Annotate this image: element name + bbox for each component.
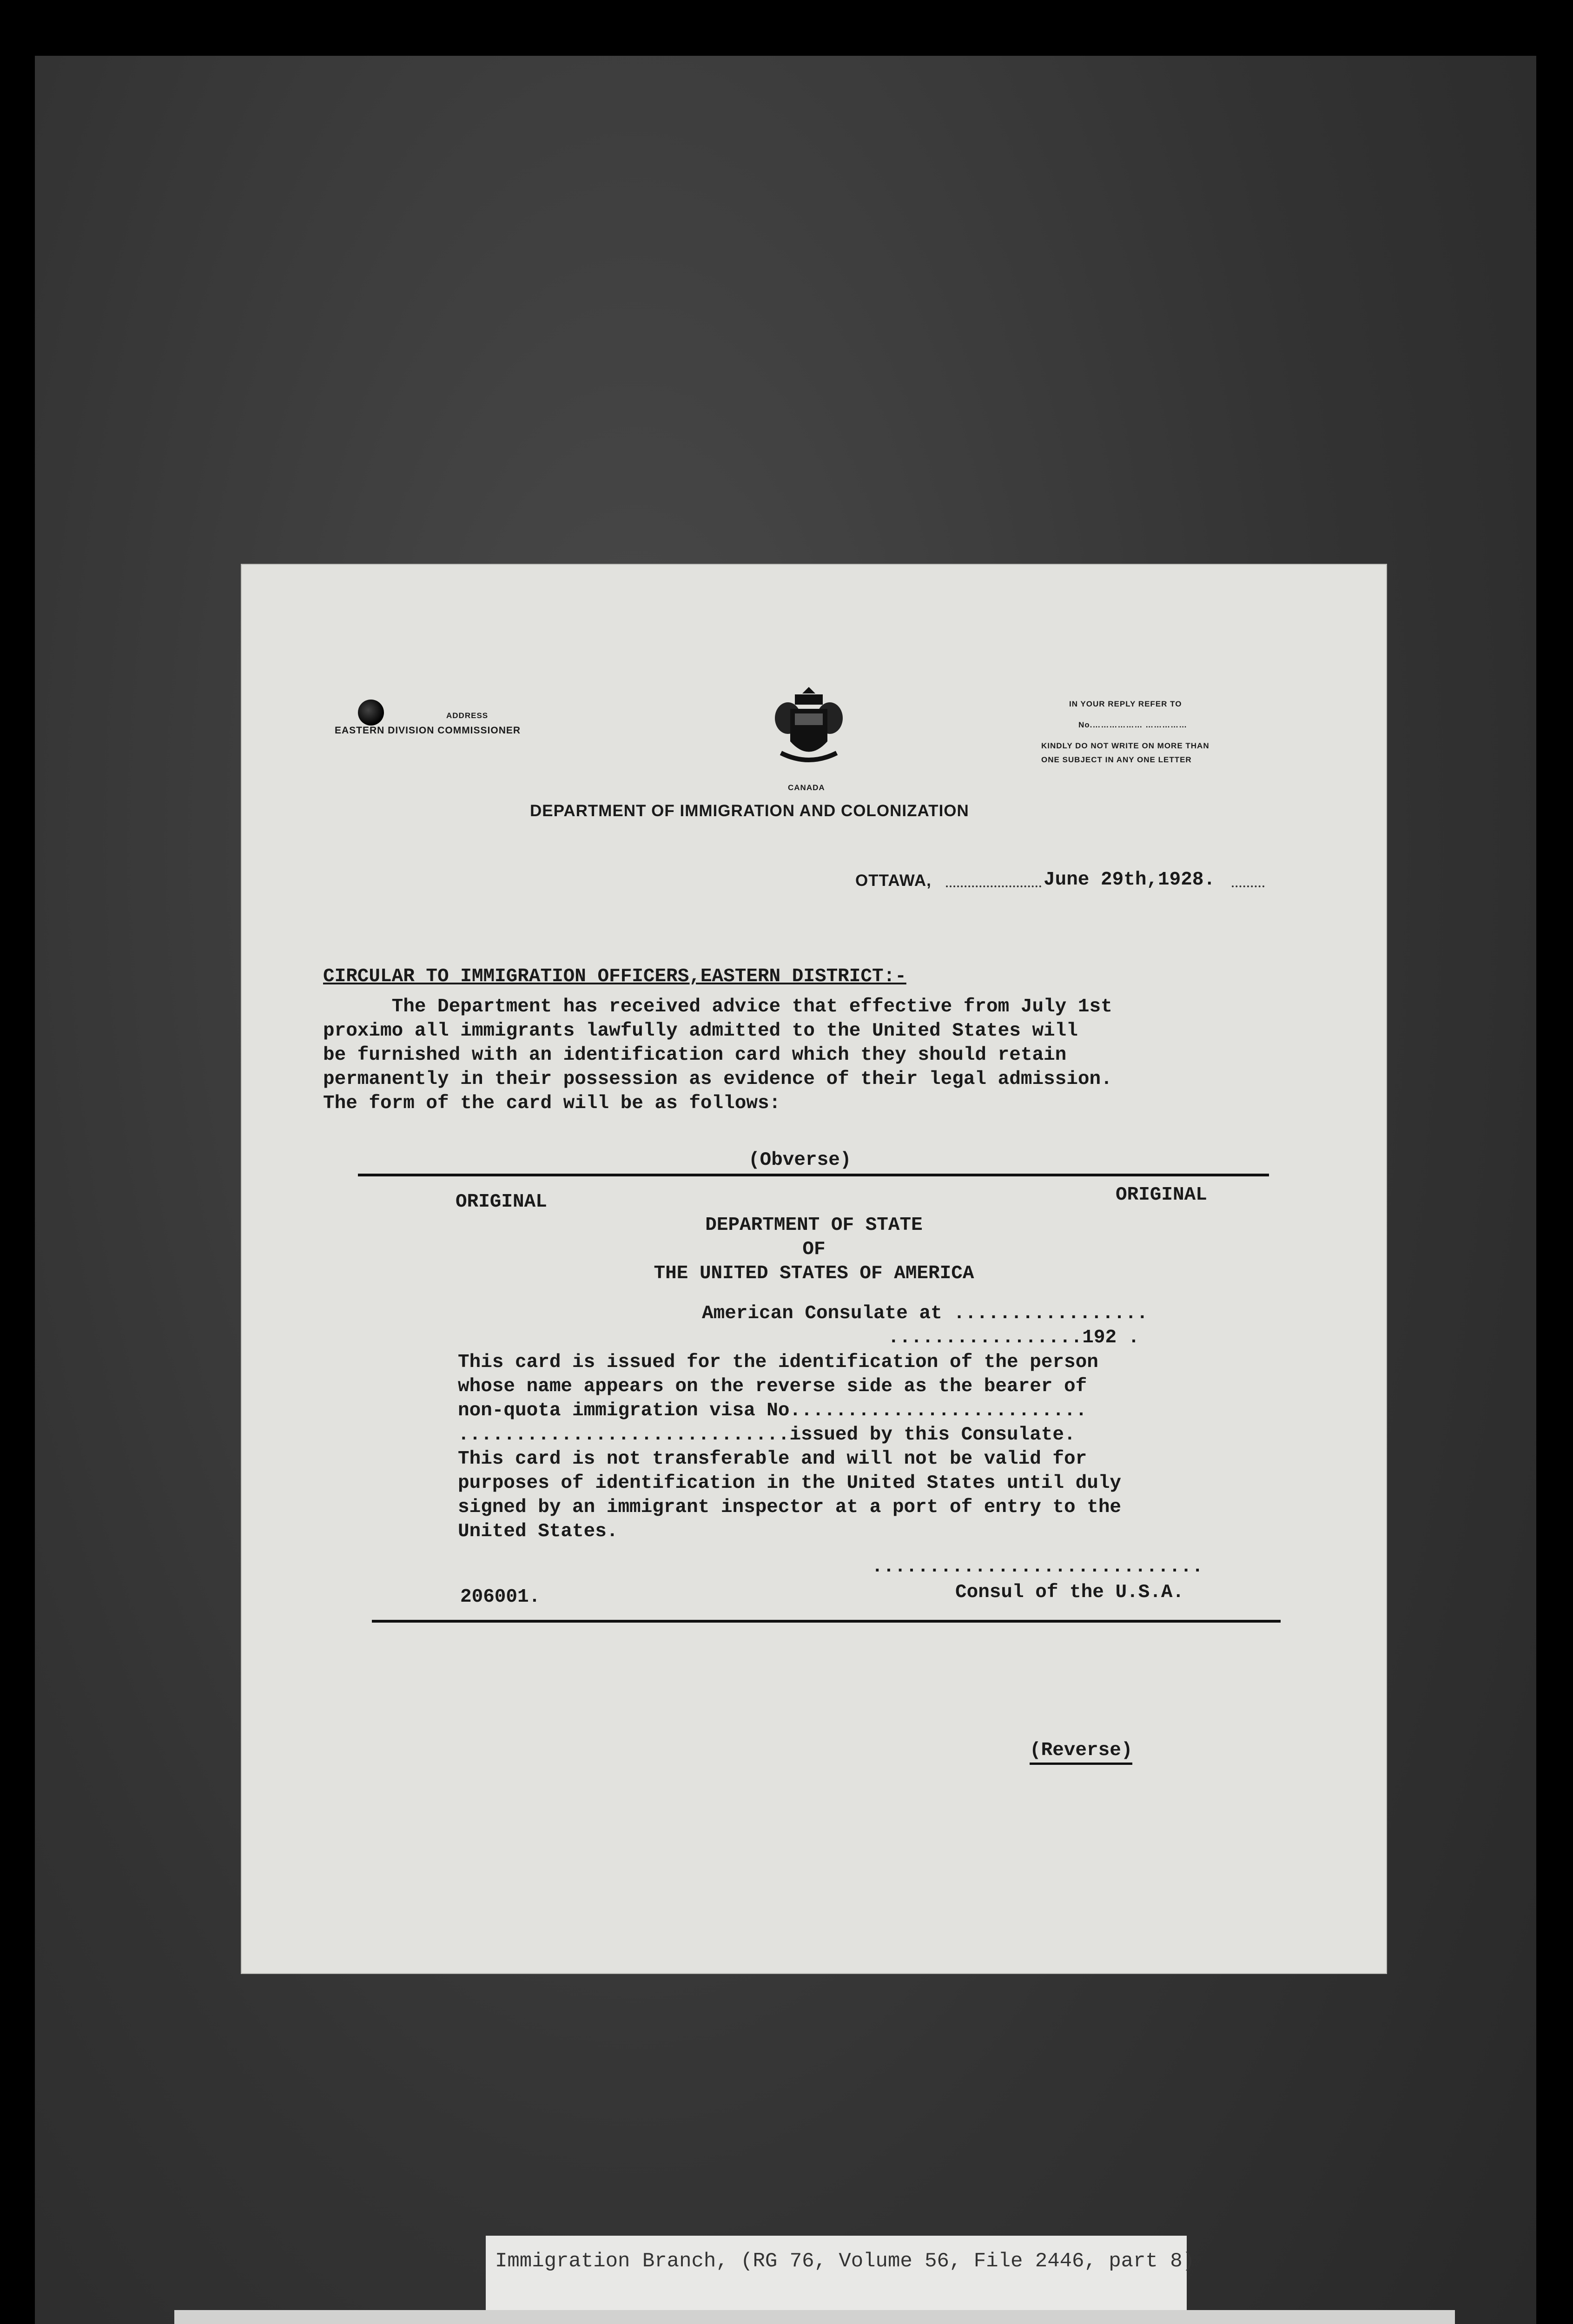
card-text-line: non-quota immigration visa No..........................	[458, 1400, 1087, 1421]
reply-refer: IN YOUR REPLY REFER TO	[1069, 700, 1182, 708]
circular-line: The form of the card will be as follows:	[323, 1093, 781, 1114]
signature-line: .............................	[872, 1556, 1203, 1578]
card-text-line: whose name appears on the reverse side as the bearer of	[458, 1376, 1087, 1397]
archive-reference: Immigration Branch, (RG 76, Volume 56, File 2446, part 8)	[495, 2250, 1195, 2273]
card-text-line: This card is issued for the identification of the person	[458, 1352, 1098, 1373]
consulate-line: American Consulate at .................	[702, 1303, 1148, 1324]
original-right: ORIGINAL	[1116, 1184, 1207, 1206]
punch-hole	[358, 700, 384, 726]
card-date-line: .................192 .	[888, 1327, 1140, 1348]
original-left: ORIGINAL	[456, 1191, 547, 1213]
address-value: EASTERN DIVISION COMMISSIONER	[335, 725, 521, 736]
circular-title: CIRCULAR TO IMMIGRATION OFFICERS,EASTERN DISTRICT:-	[323, 966, 906, 987]
crest-caption: CANADA	[788, 783, 825, 792]
reverse-label: (Reverse)	[1030, 1738, 1132, 1765]
reply-note: ONE SUBJECT IN ANY ONE LETTER	[1041, 755, 1192, 764]
form-number: 206001.	[460, 1586, 541, 1608]
archive-reference-strip	[486, 2236, 1195, 2315]
address-label: ADDRESS	[446, 711, 489, 720]
crest-icon	[762, 683, 855, 781]
date-leader	[946, 885, 1041, 887]
reply-number: No.……………… ……………	[1078, 720, 1188, 729]
card-text-line: signed by an immigrant inspector at a port of entry to the	[458, 1497, 1122, 1518]
card-top-rule	[358, 1174, 1269, 1176]
card-text-line: United States.	[458, 1521, 618, 1542]
card-heading: THE UNITED STATES OF AMERICA	[654, 1263, 974, 1284]
card-heading: DEPARTMENT OF STATE	[705, 1215, 923, 1236]
circular-line: The Department has received advice that effective from July 1st	[323, 996, 1112, 1017]
card-text-line: .............................issued by this Consulate.	[458, 1424, 1076, 1446]
circular-line: proximo all immigrants lawfully admitted to the United States will	[323, 1020, 1078, 1042]
card-text-line: purposes of identification in the United States until duly	[458, 1472, 1122, 1494]
archive-label	[174, 2310, 1455, 2324]
document-page	[242, 565, 1386, 1973]
reply-note: KINDLY DO NOT WRITE ON MORE THAN	[1041, 741, 1209, 750]
circular-line: permanently in their possession as evidence of their legal admission.	[323, 1069, 1112, 1090]
letter-date: June 29th,1928.	[1044, 869, 1216, 891]
place: OTTAWA,	[855, 872, 932, 890]
card-bottom-rule	[372, 1620, 1281, 1623]
card-heading: OF	[802, 1239, 826, 1260]
consul-title: Consul of the U.S.A.	[955, 1582, 1184, 1603]
circular-line: be furnished with an identification card which they should retain	[323, 1044, 1067, 1066]
date-leader	[1232, 885, 1264, 887]
obverse-label: (Obverse)	[748, 1149, 852, 1171]
card-text-line: This card is not transferable and will not be valid for	[458, 1448, 1087, 1470]
department-name: DEPARTMENT OF IMMIGRATION AND COLONIZATION	[530, 802, 969, 820]
